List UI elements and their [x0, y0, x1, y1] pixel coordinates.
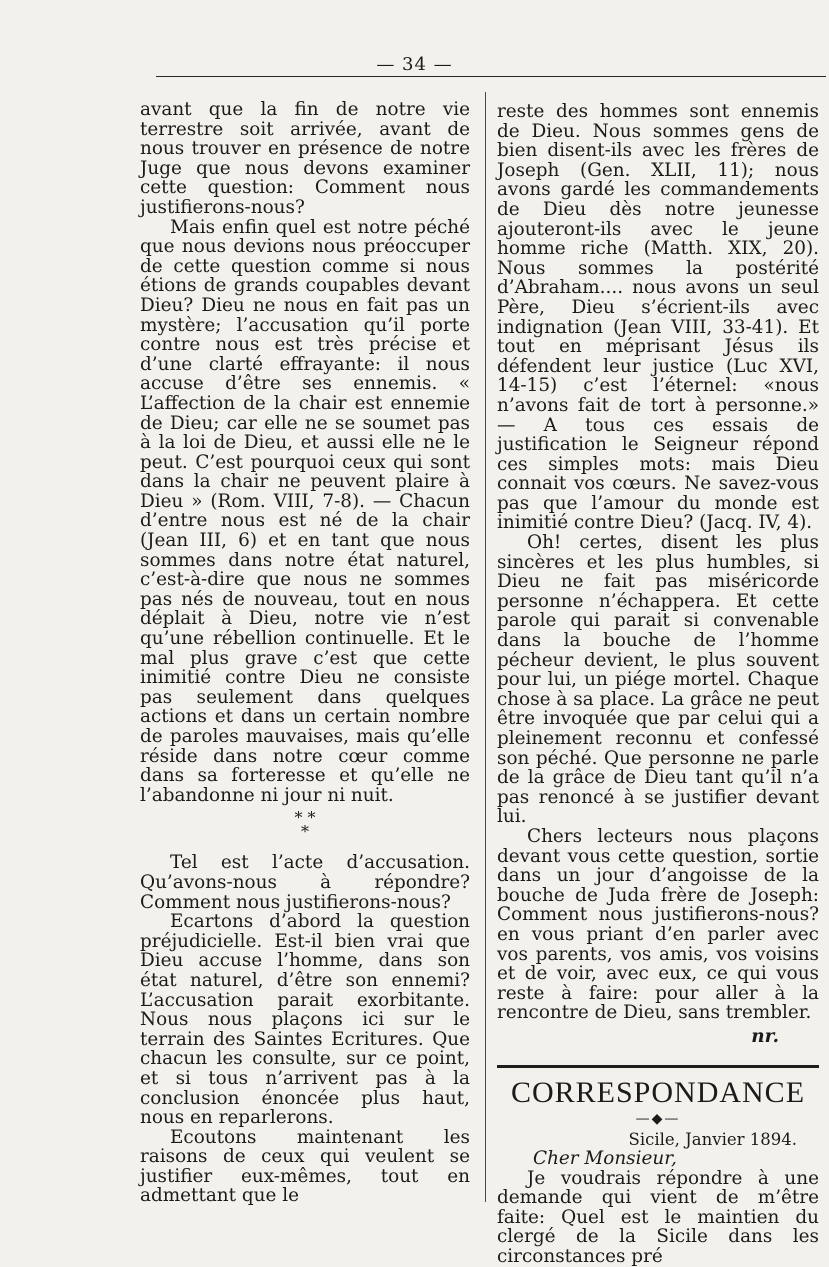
- paragraph: Ecartons d’abord la question préjudicielle. Est-il bien vrai que Dieu accuse l’homme, dans son état naturel, d’être son ennemi? L’accusation parait exorbitante. Nous nous plaçons ici sur le terrain des Saintes Ecritures. Que chacun les consulte, sur ce point, et si tous n’arrivent pas à la conclusion énoncée plus haut, nous en reparlerons.: [140, 911, 470, 1129]
- paragraph: Tel est l’acte d’accusation. Qu’avons-nous à répondre? Comment nous justifierons-nous?: [140, 852, 470, 913]
- page-number: — 34 —: [376, 54, 453, 75]
- paragraph: Chers lecteurs nous plaçons devant vous cette question, sortie dans un jour d’angoisse de la bouche de Juda frère de Joseph: Comment nous justifierons-nous? en vous priant d’en parler avec vos parents, vos amis, vos voisins et de voir, avec eux, ce qui vous reste à faire: pour aller à la rencontre de Dieu, sans trembler.: [497, 825, 819, 1024]
- column-divider: [485, 92, 486, 1202]
- paragraph: Je voudrais répondre à une demande qui vient de m’être faite: Quel est le maintien du clergé de la Sicile dans les circonstances pré: [497, 1167, 819, 1267]
- asterism-separator: * * *: [294, 808, 316, 842]
- paragraph: avant que la fin de notre vie terrestre soit arrivée, avant de nous trouver en présence de notre Juge que nous devons examiner cette question: Comment nous justifierons-nous?: [140, 99, 470, 218]
- left-column: [140, 100, 470, 1206]
- paragraph: reste des hommes sont ennemis de Dieu. Nous sommes gens de bien disent-ils avec les frères de Joseph (Gen. XLII, 11); nous avons gardé les commandements de Dieu dès notre jeunesse ajouteront-ils avec le jeune homme riche (Matth. XIX, 20). Nous sommes la postérité d’Abraham.... nous avons un seul Père, Dieu s’écrient-ils avec indignation (Jean VIII, 33-41). Et tout en méprisant Jésus ils défendent leur justice (Luc XVI, 14-15) c’est l’éternel: «nous n’avons fait de tort à personne.» — A tous ces essais de justification le Seigneur répond ces simples mots: mais Dieu connait vos cœurs. Ne savez-vous pas que l’amour du monde est inimitié contre Dieu? (Jacq. IV, 4).: [497, 101, 819, 534]
- right-column: [497, 102, 819, 1267]
- section-title: CORRESPONDANCE: [510, 1075, 806, 1109]
- header-rule: [156, 76, 826, 77]
- ornament-divider: —◆—: [635, 1110, 681, 1127]
- letter-salutation: Cher Monsieur,: [533, 1148, 677, 1170]
- paragraph: Mais enfin quel est notre péché que nous devions nous préoccuper de cette question comme si nous étions de grands coupables devant Dieu? Dieu ne nous en fait pas un mystère; l’accusation qu’il porte contre nous est très précise et d’une clarté effrayante: il nous accuse d’être ses ennemis. « L’affection de la chair est ennemie de Dieu; car elle ne se soumet pas à la loi de Dieu, et aussi elle ne le peut. C’est pourquoi ceux qui sont dans la chair ne peuvent plaire à Dieu » (Rom. VIII, 7-8). — Chacun d’entre nous est né de la chair (Jean III, 6) et en tant que nous sommes dans notre état naturel, c’est-à-dire que nous ne sommes pas nés de nouveau, tout en nous déplait à Dieu, notre vie n’est qu’une rébellion continuelle. Et le mal plus grave c’est que cette inimitié contre Dieu ne consiste pas seulement dans quelques actions et dans un certain nombre de paroles mauvaises, mais qu’elle réside dans notre cœur comme dans sa forteresse et qu’elle ne l’abandonne ni jour ni nuit.: [140, 216, 470, 806]
- section-rule: [497, 1065, 819, 1068]
- paragraph: Oh! certes, disent les plus sincères et les plus humbles, si Dieu ne fait pas miséricorde personne n’échappera. Et cette parole qui parait si convenable dans la bouche de l’homme pécheur devient, le plus souvent pour lui, un piége mortel. Chaque chose à sa place. La grâce ne peut être invoquée que par celui qui a pleinement reconnu et confessé son péché. Que personne ne parle de la grâce de Dieu tant qu’il n’a pas renoncé à se justifier devant lui.: [497, 532, 819, 828]
- author-signature: nr.: [751, 1025, 779, 1047]
- letter-dateline: Sicile, Janvier 1894.: [628, 1129, 797, 1149]
- paragraph: Ecoutons maintenant les raisons de ceux qui veulent se justifier eux-mêmes, tout en admettant que le: [140, 1126, 470, 1207]
